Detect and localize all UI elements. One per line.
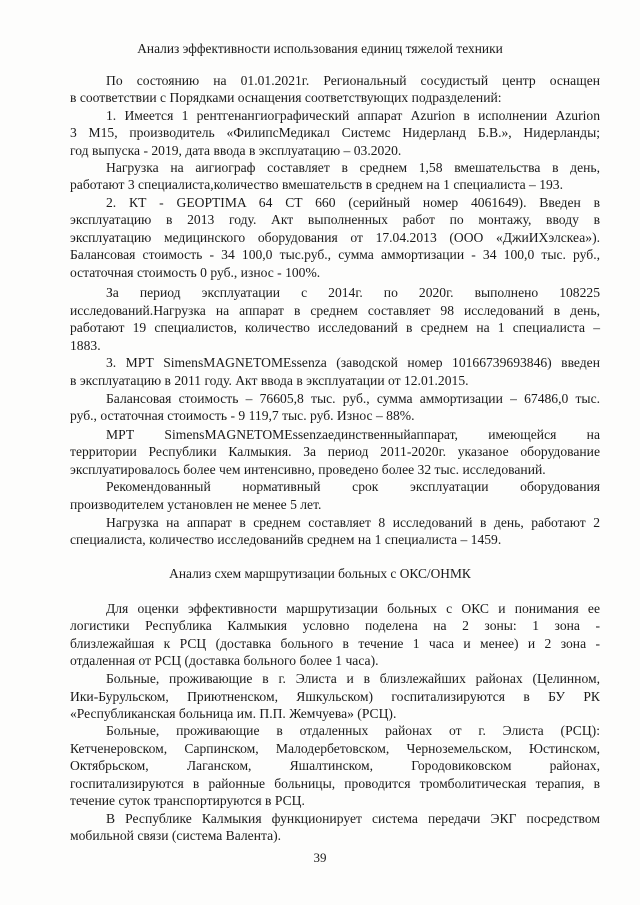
text-line: Больные, проживающие в г. Элиста и в близлежайших районах (Целинном, (106, 671, 600, 686)
text-line: Ики-Бурульском, Приютненском, Яшкульском) госпитализируются в БУ РК (70, 689, 600, 704)
text-line: эксплуатацию в 2013 году. Акт выполненных работ по монтажу, вводу в (70, 212, 600, 227)
text-line: производителем установлен не менее 5 лет. (70, 497, 322, 512)
text-line: мобильной связи (система Валента). (70, 828, 282, 843)
text-line: отдаленная от РСЦ (доставка больного более 1 часа). (70, 653, 379, 668)
page-number: 39 (313, 850, 327, 865)
text-line: 3 M15, производитель «ФилипсМедикал Системс Нидерланд Б.В.», Нидерланды; (70, 125, 600, 140)
text-line: Больные, проживающие в отдаленных районах от г. Элиста (РСЦ): (106, 723, 600, 738)
text-line: Рекомендованный нормативный срок эксплуатации оборудования (106, 479, 600, 494)
text-line: течение суток транспортируются в РСЦ. (70, 793, 305, 808)
text-line: «Республиканская больница им. П.П. Жемчуева» (РСЦ). (70, 706, 397, 721)
text-line: эксплуатировалось более чем интенсивно, проведено более 32 тыс. исследований. (70, 462, 546, 477)
text-line: руб., остаточная стоимость - 9 119,7 тыс. руб. Износ – 88%. (70, 408, 415, 423)
text-line: в соответствии с Порядками оснащения соответствующих подразделений: (70, 90, 502, 105)
text-line: территории Республики Калмыкия. За период 2011-2020г. указаное оборудование (70, 444, 600, 459)
text-line: Балансовая стоимость – 76605,8 тыс. руб., сумма аммортизации – 67486,0 тыс. (106, 391, 600, 406)
text-line: Нагрузка на аигиограф составляет в среднем 1,58 вмешательства в день, (106, 160, 600, 175)
text-line: Нагрузка на аппарат в среднем составляет 8 исследований в день, работают 2 (106, 515, 600, 530)
text-line: работают 19 специалистов, количество исследований в среднем на 1 специалиста – (70, 320, 600, 335)
text-line: 1. Имеется 1 рентгенангиографический аппарат Azurion в исполнении Azurion (106, 108, 600, 123)
heading-routing-analysis: Анализ схем маршрутизации больных с ОКС/ОНМК (169, 566, 471, 581)
text-line: близлежайшая к РСЦ (доставка больного в течение 1 часа и менее) и 2 зона - (70, 636, 600, 651)
text-line: работают 3 специалиста,количество вмешательств в среднем на 1 специалиста – 193. (70, 177, 563, 192)
text-line: остаточная стоимость 0 руб., износ - 100%. (70, 265, 321, 280)
text-line: 3. МРТ SimensMAGNETOMEssenza (заводской номер 10166739693846) введен (106, 355, 600, 370)
heading-equipment-analysis: Анализ эффективности использования единиц тяжелой техники (137, 41, 503, 56)
text-line: Октябрьском, Лаганском, Яшалтинском, Городовиковском районах, (70, 758, 600, 773)
text-line: исследований.Нагрузка на аппарат в среднем составляет 98 исследований в день, (70, 303, 600, 318)
text-line: МРТ SimensMAGNETOMEssenzaединственныйаппарат, имеющейся на (106, 427, 600, 442)
text-line: госпитализируются в районные больницы, проводится тромболитическая терапия, в (70, 776, 600, 791)
text-line: В Республике Калмыкия функционирует система передачи ЭКГ посредством (106, 811, 600, 826)
text-line: 1883. (70, 338, 101, 353)
text-line: 2. КТ - GEOPTIMA 64 CT 660 (серийный номер 4061649). Введен в (106, 195, 600, 210)
text-line: По состоянию на 01.01.2021г. Региональный сосудистый центр оснащен (106, 73, 600, 88)
text-line: специалиста, количество исследованийв среднем на 1 специалиста – 1459. (70, 532, 502, 547)
text-line: Для оценки эффективности маршрутизации больных с ОКС и понимания ее (106, 601, 600, 616)
text-line: в эксплуатацию в 2011 году. Акт ввода в эксплуатации от 12.01.2015. (70, 373, 469, 388)
text-line: год выпуска - 2019, дата ввода в эксплуатацию – 03.2020. (70, 143, 402, 158)
text-line: эксплуатацию медицинского оборудования от 17.04.2013 (ООО «ДжиИХэлскеа»). (70, 230, 600, 245)
text-line: логистики Республика Калмыкия условно поделена на 2 зоны: 1 зона - (70, 618, 600, 633)
text-line: За период эксплуатации с 2014г. по 2020г. выполнено 108225 (106, 285, 600, 300)
text-line: Кетченеровском, Сарпинском, Малодербетовском, Черноземельском, Юстинском, (70, 741, 600, 756)
text-line: Балансовая стоимость - 34 100,0 тыс.руб., сумма аммортизации - 34 100,0 тыс. руб., (70, 247, 600, 262)
